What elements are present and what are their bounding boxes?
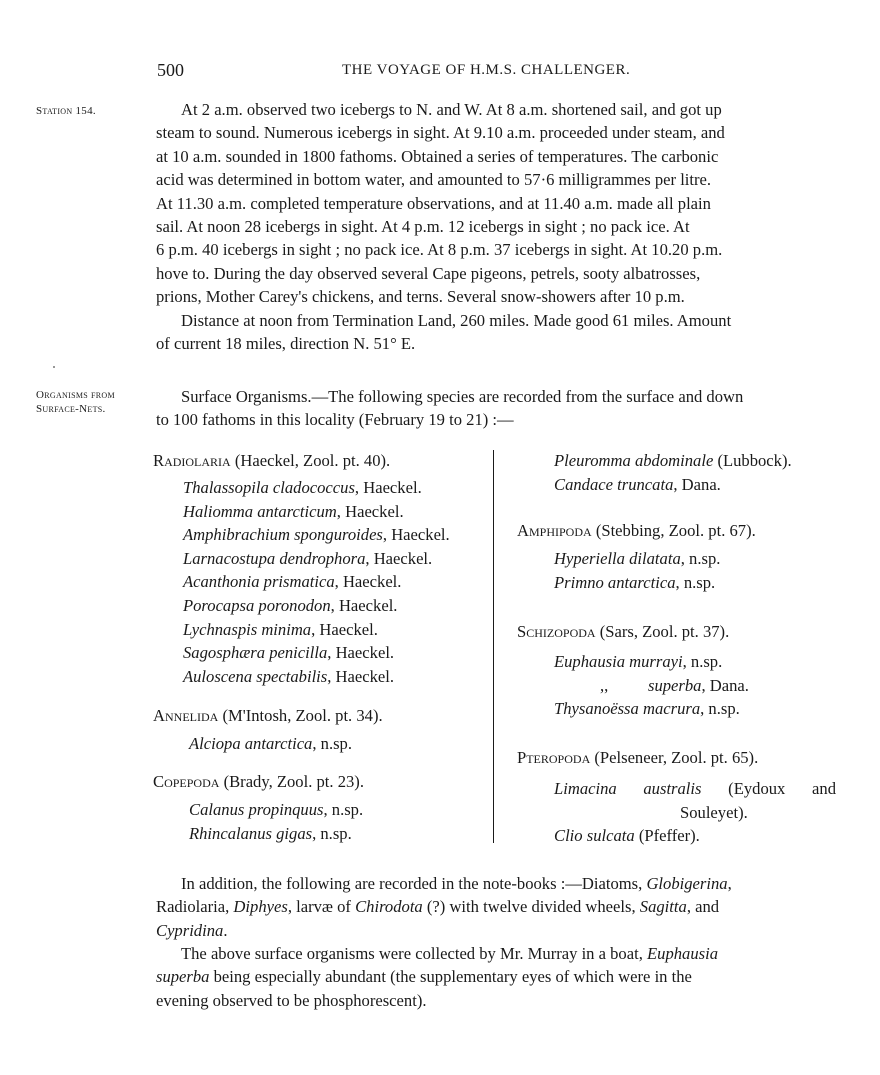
narrative-line: at 10 a.m. sounded in 1800 fathoms. Obtained a series of temperatures. The carbonic xyxy=(156,146,719,166)
column-divider xyxy=(493,450,494,843)
amphipoda-species-list xyxy=(554,547,720,594)
pteropoda-species-list xyxy=(554,777,836,848)
surface-intro-line: to 100 fathoms in this locality (February 19 to 21) :— xyxy=(156,410,514,430)
group-radiolaria: Radiolaria (Haeckel, Zool. pt. 40). xyxy=(153,451,391,470)
narrative-line: hove to. During the day observed several Cape pigeons, petrels, sooty albatrosses, xyxy=(156,263,701,283)
addition-line: Radiolaria, Diphyes, larvæ of Chirodota (?) with twelve divided wheels, Sagitta, and xyxy=(156,897,720,917)
narrative-line: At 2 a.m. observed two icebergs to N. and W. At 8 a.m. shortened sail, and got up xyxy=(181,100,722,119)
species-item: Limacina australis (Eydoux and xyxy=(554,779,836,798)
group-amphipoda: Amphipoda (Stebbing, Zool. pt. 67). xyxy=(517,521,756,540)
narrative-line: sail. At noon 28 icebergs in sight. At 4 p.m. 12 icebergs in sight ; no pack ice. At xyxy=(156,217,690,237)
annelida-species-list xyxy=(189,732,352,756)
surface-intro xyxy=(156,385,840,432)
species-item: Porocapsa poronodon, Haeckel. xyxy=(183,595,398,615)
species-item: Hyperiella dilatata, n.sp. xyxy=(554,549,721,568)
addition-line: In addition, the following are recorded in the note-books :—Diatoms, Globigerina, xyxy=(181,874,732,893)
margin-note-station: Station 154. xyxy=(36,105,96,117)
species-item: ,, superba, Dana. xyxy=(554,674,749,698)
species-item: Auloscena spectabilis, Haeckel. xyxy=(183,666,395,686)
distance-line: Distance at noon from Termination Land, 260 miles. Made good 61 miles. Amount xyxy=(181,310,732,330)
narrative-line: 6 p.m. 40 icebergs in sight ; no pack ice. At 8 p.m. 37 icebergs in sight. At 10.20 p.m. xyxy=(156,240,723,260)
species-item: Acanthonia prismatica, Haeckel. xyxy=(183,572,402,592)
narrative-line: prions, Mother Carey's chickens, and terns. Several snow-showers after 10 p.m. xyxy=(156,287,685,307)
species-item: Sagosphæra penicilla, Haeckel. xyxy=(183,643,395,663)
surface-heading: Surface Organisms. xyxy=(181,387,312,406)
species-item: Lychnaspis minima, Haeckel. xyxy=(183,619,378,639)
species-item: Euphausia murrayi, n.sp. xyxy=(554,652,723,671)
species-item: Candace truncata, Dana. xyxy=(554,474,721,494)
closing-line: evening observed to be phosphorescent). xyxy=(156,990,427,1010)
narrative-paragraph xyxy=(156,98,840,355)
closing-line: superba being especially abundant (the supplementary eyes of which were in the xyxy=(156,967,692,987)
page-number: 500 xyxy=(157,60,184,80)
closing-line: The above surface organisms were collected by Mr. Murray in a boat, Euphausia xyxy=(181,944,719,963)
narrative-line: acid was determined in bottom water, and amounted to 57·6 milligrammes per litre. xyxy=(156,170,712,190)
ditto-mark: ,, xyxy=(600,675,609,695)
species-item: Haliomma antarcticum, Haeckel. xyxy=(183,501,404,521)
closing-paragraph xyxy=(156,942,840,1012)
species-item: Amphibrachium sponguroides, Haeckel. xyxy=(183,525,450,545)
stray-mark xyxy=(53,366,55,368)
species-item: Clio sulcata (Pfeffer). xyxy=(554,826,700,846)
species-item: Thysanoëssa macrura, n.sp. xyxy=(554,699,740,719)
radiolaria-species-list xyxy=(183,476,450,688)
narrative-line: At 11.30 a.m. completed temperature observations, and at 11.40 a.m. made all plain xyxy=(156,193,711,213)
copepoda-species-list xyxy=(189,798,363,845)
narrative-line: steam to sound. Numerous icebergs in sight. At 9.10 a.m. proceeded under steam, and xyxy=(156,123,725,143)
margin-note-organisms-line1: Organisms from xyxy=(36,389,115,401)
species-item: Alciopa antarctica, n.sp. xyxy=(189,734,353,753)
species-item: Calanus propinquus, n.sp. xyxy=(189,800,364,819)
species-item: Primno antarctica, n.sp. xyxy=(554,572,716,592)
species-item-continuation: Souleyet). xyxy=(680,802,748,822)
species-item: Larnacostupa dendrophora, Haeckel. xyxy=(183,548,433,568)
margin-note-organisms-line2: Surface-Nets. xyxy=(36,403,106,415)
addition-line: Cypridina. xyxy=(156,920,228,940)
group-copepoda: Copepoda (Brady, Zool. pt. 23). xyxy=(153,772,364,791)
running-title: THE VOYAGE OF H.M.S. CHALLENGER. xyxy=(342,62,631,78)
distance-line: of current 18 miles, direction N. 51° E. xyxy=(156,334,416,354)
species-item: Pleuromma abdominale (Lubbock). xyxy=(554,451,792,470)
species-item: Thalassopila cladococcus, Haeckel. xyxy=(183,478,422,497)
species-item: Rhincalanus gigas, n.sp. xyxy=(189,823,352,843)
group-pteropoda: Pteropoda (Pelseneer, Zool. pt. 65). xyxy=(517,748,759,767)
group-schizopoda: Schizopoda (Sars, Zool. pt. 37). xyxy=(517,622,730,641)
addition-paragraph xyxy=(156,872,840,942)
group-annelida: Annelida (M'Intosh, Zool. pt. 34). xyxy=(153,706,383,725)
schizopoda-species-list xyxy=(554,650,749,721)
surface-intro-line: Surface Organisms.—The following species are recorded from the surface and down xyxy=(181,387,744,406)
copepoda-continued-list xyxy=(554,449,792,496)
